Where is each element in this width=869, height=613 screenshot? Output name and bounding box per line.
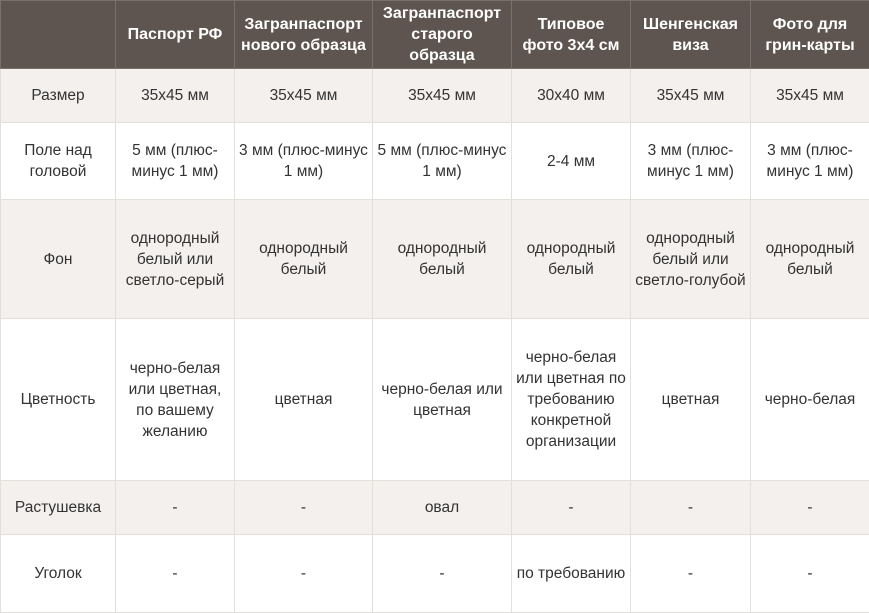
table-cell: 3 мм (плюс-минус 1 мм) <box>631 123 751 200</box>
table-cell: - <box>751 535 869 613</box>
table-cell: цветная <box>631 319 751 481</box>
table-cell: 3 мм (плюс-минус 1 мм) <box>751 123 869 200</box>
table-cell: 35х45 мм <box>373 69 512 123</box>
table-cell: - <box>235 535 373 613</box>
table-row <box>1 535 869 613</box>
row-label-corner: Уголок <box>1 535 116 613</box>
column-header-green-card: Фото для грин-карты <box>751 1 869 69</box>
table-cell: цветная <box>235 319 373 481</box>
table-cell: - <box>631 481 751 535</box>
table-cell: черно-белая <box>751 319 869 481</box>
table-row <box>1 319 869 481</box>
table-cell: - <box>235 481 373 535</box>
table-row <box>1 69 869 123</box>
row-label-head-margin: Поле над головой <box>1 123 116 200</box>
column-header-passport-rf: Паспорт РФ <box>116 1 235 69</box>
row-label-color-mode: Цветность <box>1 319 116 481</box>
table-cell: однородный белый или светло-голубой <box>631 200 751 319</box>
table-cell: 30х40 мм <box>512 69 631 123</box>
table-cell: черно-белая или цветная, по вашему желанию <box>116 319 235 481</box>
table-cell: 35х45 мм <box>631 69 751 123</box>
table-cell: овал <box>373 481 512 535</box>
table-cell: - <box>116 481 235 535</box>
table-cell: - <box>631 535 751 613</box>
table-cell: однородный белый <box>751 200 869 319</box>
table-cell: 35х45 мм <box>751 69 869 123</box>
table-cell: однородный белый <box>373 200 512 319</box>
header-corner <box>1 1 116 69</box>
table-row <box>1 481 869 535</box>
table-row <box>1 123 869 200</box>
table-cell: - <box>116 535 235 613</box>
table-cell: черно-белая или цветная по требованию конкретной организации <box>512 319 631 481</box>
table-cell: 35х45 мм <box>235 69 373 123</box>
row-label-size: Размер <box>1 69 116 123</box>
table-cell: 35х45 мм <box>116 69 235 123</box>
column-header-new-foreign-passport: Загранпаспорт нового образца <box>235 1 373 69</box>
table-cell: черно-белая или цветная <box>373 319 512 481</box>
table-cell: - <box>512 481 631 535</box>
table-cell: 5 мм (плюс-минус 1 мм) <box>116 123 235 200</box>
table-cell: 2-4 мм <box>512 123 631 200</box>
column-header-old-foreign-passport: Загранпаспорт старого образца <box>373 1 512 69</box>
header-row <box>1 1 869 69</box>
column-header-standard-photo: Типовое фото 3х4 см <box>512 1 631 69</box>
table-cell: 5 мм (плюс-минус 1 мм) <box>373 123 512 200</box>
row-label-background: Фон <box>1 200 116 319</box>
table-cell: - <box>373 535 512 613</box>
table-cell: однородный белый <box>512 200 631 319</box>
table-cell: однородный белый или светло-серый <box>116 200 235 319</box>
row-label-shading: Растушевка <box>1 481 116 535</box>
table-row <box>1 200 869 319</box>
table-cell: - <box>751 481 869 535</box>
table-cell: по требованию <box>512 535 631 613</box>
table-cell: однородный белый <box>235 200 373 319</box>
table-cell: 3 мм (плюс-минус 1 мм) <box>235 123 373 200</box>
column-header-schengen-visa: Шенгенская виза <box>631 1 751 69</box>
